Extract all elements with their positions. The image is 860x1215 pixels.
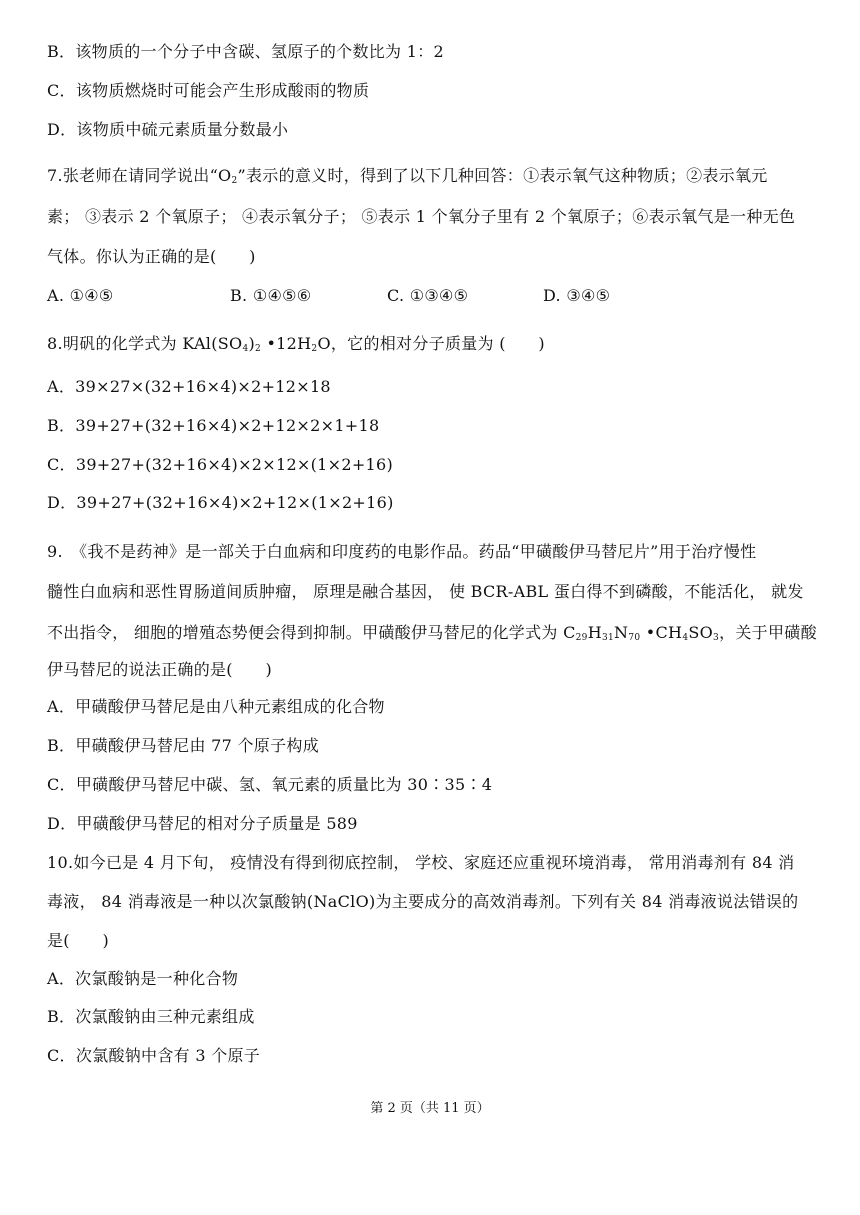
q8-option-c: C．39+27+(32+16×4)×2×12×(1×2+16): [47, 455, 394, 474]
q9-stem-line-4: 伊马替尼的说法正确的是( ): [47, 660, 272, 679]
q10-stem-line-3: 是( ): [47, 931, 109, 950]
q8-stem: 8.明矾的化学式为 $KAl(SO_4)_2$ $•12H_2O$，它的相对分子质量为 ( ): [47, 334, 545, 354]
q9-stem-line-2: 髓性白血病和恶性胃肠道间质肿瘤， 原理是融合基因， 使 BCR-ABL 蛋白得不到磷酸，不能活化， 就发: [47, 582, 804, 601]
q9-option-a: A．甲磺酸伊马替尼是由八种元素组成的化合物: [47, 697, 385, 716]
q7-option-a: A. ①④⑤: [47, 286, 114, 305]
q9-option-d: D．甲磺酸伊马替尼的相对分子质量是 589: [47, 814, 358, 833]
q10-option-c: C．次氯酸钠中含有 3 个原子: [47, 1046, 261, 1065]
q7-option-b: B. ①④⑤⑥: [230, 286, 312, 305]
q10-option-a: A．次氯酸钠是一种化合物: [47, 969, 239, 988]
q8-option-b: B．39+27+(32+16×4)×2+12×2×1+18: [47, 416, 380, 435]
q9-stem-line-3: 不出指令， 细胞的增殖态势便会得到抑制。甲磺酸伊马替尼的化学式为 $C_{29}H_{31}N_{70}$ $•CH_4SO_3$，关于甲磺酸: [47, 623, 817, 643]
q9-option-c: C．甲磺酸伊马替尼中碳、氢、氧元素的质量比为 30∶35∶4: [47, 775, 493, 794]
q7-stem-line-2: 素； ③表示 2 个氧原子； ④表示氧分子； ⑤表示 1 个氧分子里有 2 个氧原子；⑥表示氧气是一种无色: [47, 207, 796, 226]
q6-option-d: D．该物质中硫元素质量分数最小: [47, 120, 289, 139]
q7-stem-line-3: 气体。你认为正确的是( ): [47, 247, 256, 266]
q8-option-d: D．39+27+(32+16×4)×2+12×(1×2+16): [47, 493, 394, 512]
q9-stem-line-1: 9. 《我不是药神》是一部关于白血病和印度药的电影作品。药品“甲磺酸伊马替尼片”用于治疗慢性: [47, 542, 757, 561]
q7-option-c: C. ①③④⑤: [387, 286, 469, 305]
q8-option-a: A．39×27×(32+16×4)×2+12×18: [47, 377, 331, 396]
q10-stem-line-1: 10.如今已是 4 月下旬， 疫情没有得到彻底控制， 学校、家庭还应重视环境消毒， 常用消毒剂有 84 消: [47, 853, 795, 872]
q10-option-b: B．次氯酸钠由三种元素组成: [47, 1007, 255, 1026]
q9-option-b: B．甲磺酸伊马替尼由 77 个原子构成: [47, 736, 319, 755]
q6-option-c: C．该物质燃烧时可能会产生形成酸雨的物质: [47, 81, 370, 100]
page-footer: 第 2 页（共 11 页）: [370, 1101, 490, 1116]
q10-stem-line-2: 毒液， 84 消毒液是一种以次氯酸钠(NaClO)为主要成分的高效消毒剂。下列有关 84 消毒液说法错误的: [47, 892, 799, 911]
q7-stem-line-1: 7.张老师在请同学说出“$O_2$”表示的意义时，得到了以下几种回答：①表示氧气这种物质；②表示氧元: [47, 166, 768, 186]
q6-option-b: B．该物质的一个分子中含碳、氢原子的个数比为 1：2: [47, 42, 445, 61]
q7-option-d: D. ③④⑤: [543, 286, 611, 305]
